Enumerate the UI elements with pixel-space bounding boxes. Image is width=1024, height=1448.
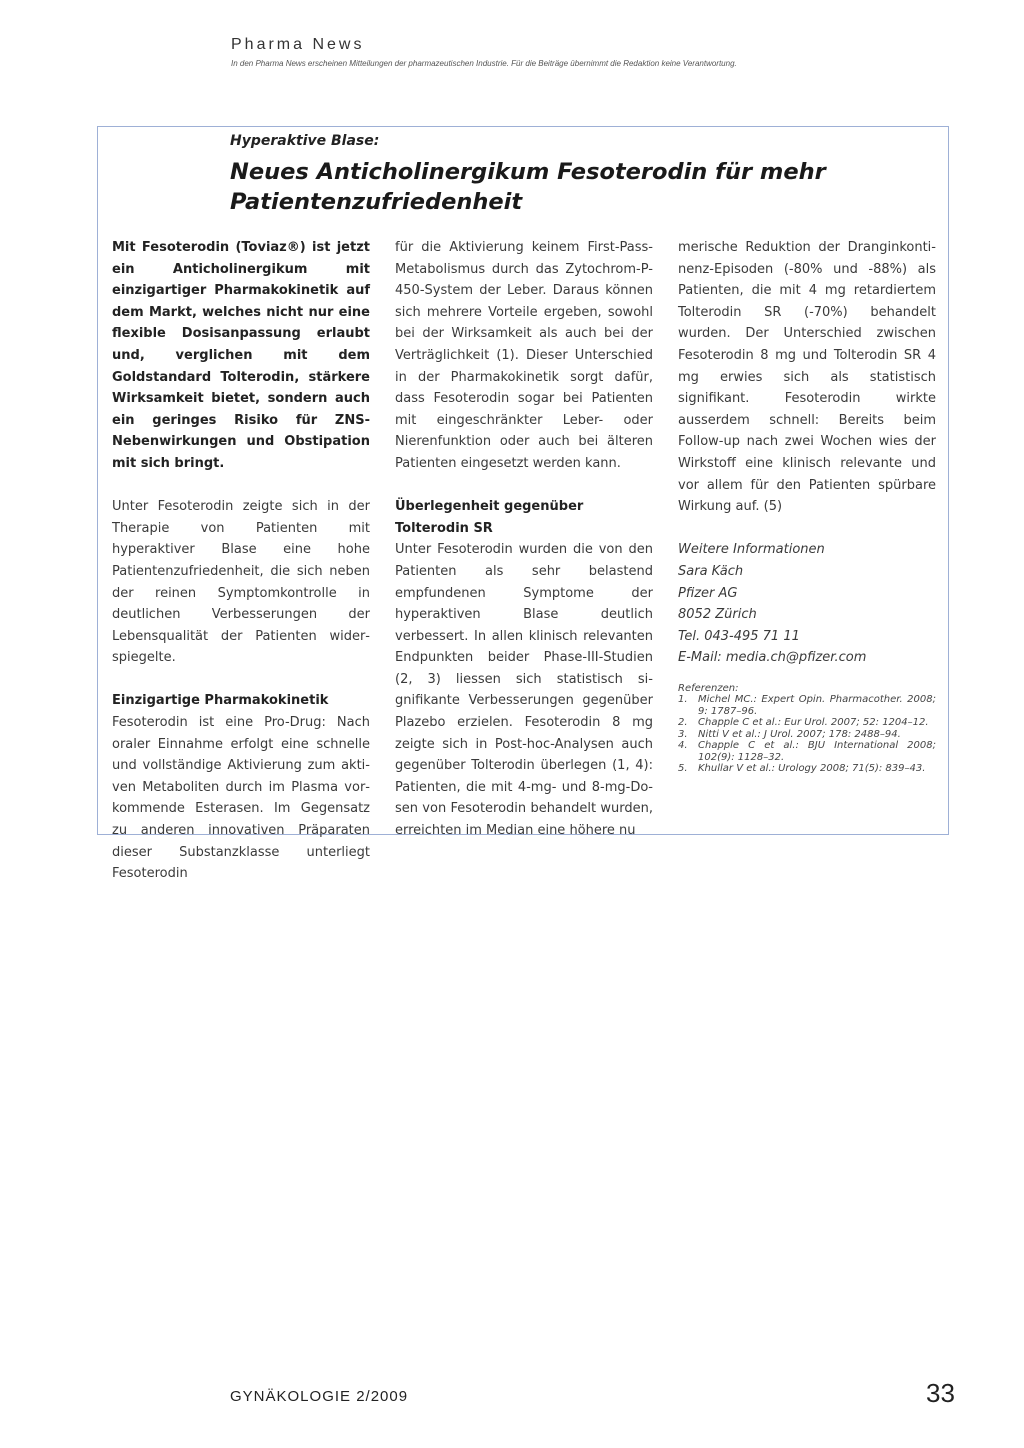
section-disclaimer: In den Pharma News erscheinen Mitteilungen der pharmazeutischen Industrie. Für die Beiträge übernimmt die Redaktion keine Verantwortung. xyxy=(231,59,737,68)
column-1 xyxy=(112,237,370,885)
reference-item: 2. Chapple C et al.: Eur Urol. 2007; 52: 1204–12. xyxy=(678,717,929,729)
references-label: Referenzen: xyxy=(678,682,739,694)
references-list xyxy=(678,694,936,775)
references xyxy=(678,683,936,775)
column-3 xyxy=(678,237,936,775)
reference-item: 5. Khullar V et al.: Urology 2008; 71(5): 839–43. xyxy=(678,763,926,775)
paragraph-superiority: Unter Fesoterodin wurden die von den Patienten als sehr belastend empfundenen Symptome der hyperaktiven Blase deutlich verbessert. In allen klinisch relevanten Endpunkten beider Phase-III-Studien (2, 3) liessen sich statistisch signifikante Verbesserungen gegenüber Plazebo erzielen. Fesoterodin 8 mg zeigte sich in Post-hoc-Analysen auch gegenüber Tolterodin überlegen (1, 4): Patienten, die mit 4-mg- und 8-mg-Dosen von Fesoterodin behandelt wurden, erreichten im Median eine höhere nu xyxy=(395,542,653,839)
subhead-superiority: Überlegenheit gegenüber Tolterodin SR xyxy=(395,499,584,536)
paragraph-intro: Unter Fesoterodin zeigte sich in der Therapie von Patienten mit hyperaktiver Blase eine hohe Patientenzufriedenheit, die sich neben der reinen Symptomkontrolle in deutlichen Verbesserungen der Lebensqualität der Patienten widerspiegelte. xyxy=(112,499,370,666)
contact-company: Pfizer AG xyxy=(678,585,738,601)
column-2 xyxy=(395,237,653,842)
article-lead: Mit Fesoterodin (Toviaz®) ist jetzt ein Anticholinergikum mit einzigartiger Pharmakokinetik auf dem Markt, welches nicht nur eine flexible Dosisanpassung erlaubt und, verglichen mit dem Goldstandard Tolterodin, stärkere Wirksamkeit bietet, sondern auch ein geringes Risiko für ZNS-Nebenwirkungen und Obstipation mit sich bringt. xyxy=(112,240,370,471)
contact-phone: Tel. 043-495 71 11 xyxy=(678,628,800,644)
contact-email[interactable]: E-Mail: media.ch@pfizer.com xyxy=(678,650,867,666)
contact-city: 8052 Zürich xyxy=(678,607,757,623)
contact-label: Weitere Informationen xyxy=(678,542,825,558)
paragraph-metabolism: für die Aktivierung keinem First-Pass-Metabolismus durch das Zytochrom-P-450-System der Leber. Daraus können sich mehrere Vorteile ergeben, sowohl bei der Wirksamkeit als auch bei der Verträglichkeit (1). Dieser Unterschied in der Pharmakokinetik sorgt dafür, dass Fesoterodin sogar bei Patienten mit eingeschränkter Leber- oder Nierenfunktion oder auch bei älteren Patienten eingesetzt werden kann. xyxy=(395,240,653,471)
paragraph-results: merische Reduktion der Dranginkontinenz-Episoden (-80% und -88%) als Patienten, die mit 4 mg retardiertem Tolterodin SR (-70%) behandelt wurden. Der Unterschied zwischen Fesoterodin 8 mg und Tolterodin SR 4 mg erwies sich als statistisch signifikant. Fesoterodin wirkte ausserdem schnell: Bereits beim Follow-up nach zwei Wochen wies der Wirkstoff eine klinisch relevante und vor allem für den Patienten spürbare Wirkung auf. (5) xyxy=(678,240,936,515)
reference-item: 1. Michel MC.: Expert Opin. Pharmacother. 2008; 9: 1787–96. xyxy=(678,694,936,717)
article-title: Neues Anticholinergikum Fesoterodin für mehr Patientenzufriedenheit xyxy=(230,159,826,215)
reference-item: 3. Nitti V et al.: J Urol. 2007; 178: 2488–94. xyxy=(678,728,901,740)
paragraph-pharmacokinetics: Fesoterodin ist eine Pro-Drug: Nach oraler Einnahme erfolgt eine schnelle und vollständige Aktivierung zum aktiven Metaboliten durch im Plasma vorkommende Esterasen. Im Gegensatz zu anderen innovativen Präparaten dieser Substanzklasse unterliegt Fesoterodin xyxy=(112,715,370,882)
page-number: 33 xyxy=(926,1378,955,1408)
section-title: Pharma News xyxy=(231,36,365,53)
contact-block xyxy=(678,539,936,669)
footer-journal: GYNÄKOLOGIE 2/2009 xyxy=(230,1388,409,1405)
subhead-pharmacokinetics: Einzigartige Pharmakokinetik xyxy=(112,693,329,709)
reference-item: 4. Chapple C et al.: BJU International 2008; 102(9): 1128–32. xyxy=(678,740,936,763)
contact-name: Sara Käch xyxy=(678,563,744,579)
article-kicker: Hyperaktive Blase: xyxy=(230,133,380,149)
